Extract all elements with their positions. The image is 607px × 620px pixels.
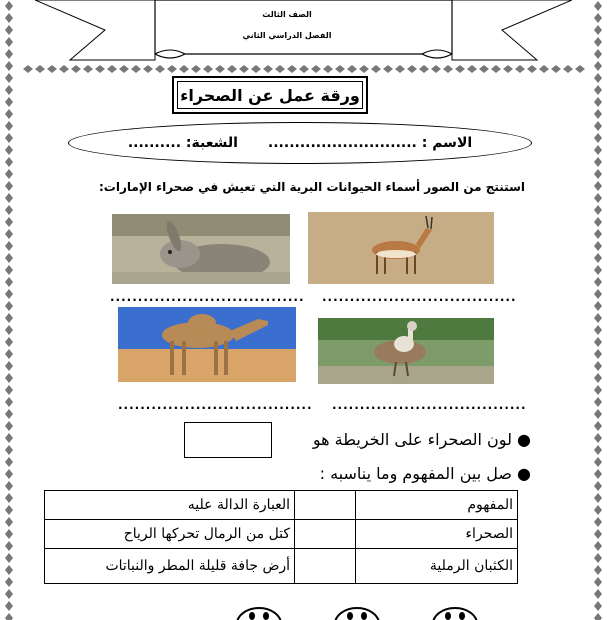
section-field[interactable] [128, 135, 238, 151]
grade-label: الصف الثالث [262, 10, 312, 19]
gazelle-image [308, 212, 494, 284]
smiley-face-icon[interactable] [430, 604, 480, 620]
answer-line-1[interactable]: ................................... [110, 290, 305, 304]
statement-cell[interactable]: أرض جافة قليلة المطر والنباتات [45, 549, 295, 584]
name-field[interactable] [268, 135, 472, 151]
name-label: الاسم : [421, 135, 473, 151]
rabbit-image [112, 214, 290, 284]
connector-cell[interactable] [295, 491, 356, 520]
concept-cell[interactable]: الصحراء [356, 520, 518, 549]
worksheet-title: ورقة عمل عن الصحراء [177, 81, 363, 109]
question-match [320, 464, 531, 483]
table-row [45, 549, 518, 584]
question-1-text: لون الصحراء على الخريطة هو [312, 430, 512, 449]
desert-color-answer-box[interactable] [184, 422, 272, 458]
section-label: الشعبة: [185, 135, 238, 151]
connector-cell[interactable] [295, 520, 356, 549]
question-desert-color [313, 430, 531, 449]
answer-line-3[interactable]: ................................... [118, 398, 313, 412]
header-banner [158, 0, 416, 56]
student-info-oval [68, 122, 532, 164]
statement-cell[interactable]: كتل من الرمال تحركها الرياح [45, 520, 295, 549]
connector-cell[interactable] [295, 549, 356, 584]
semester-label: الفصل الدراسي الثاني [242, 31, 332, 40]
smiley-face-icon[interactable] [332, 604, 382, 620]
table-row [45, 520, 518, 549]
match-table [44, 490, 518, 584]
statement-header: العبارة الدالة عليه [45, 491, 295, 520]
answer-line-4[interactable]: ................................... [332, 398, 527, 412]
concept-header: المفهوم [356, 491, 518, 520]
concept-cell[interactable]: الكثبان الرملية [356, 549, 518, 584]
bullet-icon: ● [511, 430, 531, 449]
bullet-icon: ● [511, 464, 531, 483]
table-row [45, 491, 518, 520]
question-2-text: صل بين المفهوم وما يناسبه : [319, 464, 512, 483]
camel-image [118, 307, 296, 382]
right-diamond-border [593, 0, 603, 620]
worksheet-title-box [172, 76, 368, 114]
section-dots: .......... [127, 135, 182, 151]
instruction-text: استنتج من الصور أسماء الحيوانات البرية التي تعيش في صحراء الإمارات: [99, 180, 525, 194]
left-diamond-border [4, 0, 14, 620]
bustard-image [318, 318, 494, 384]
smiley-face-icon[interactable] [234, 604, 284, 620]
name-dots: ............................ [267, 135, 417, 151]
answer-line-2[interactable]: ................................... [322, 290, 517, 304]
